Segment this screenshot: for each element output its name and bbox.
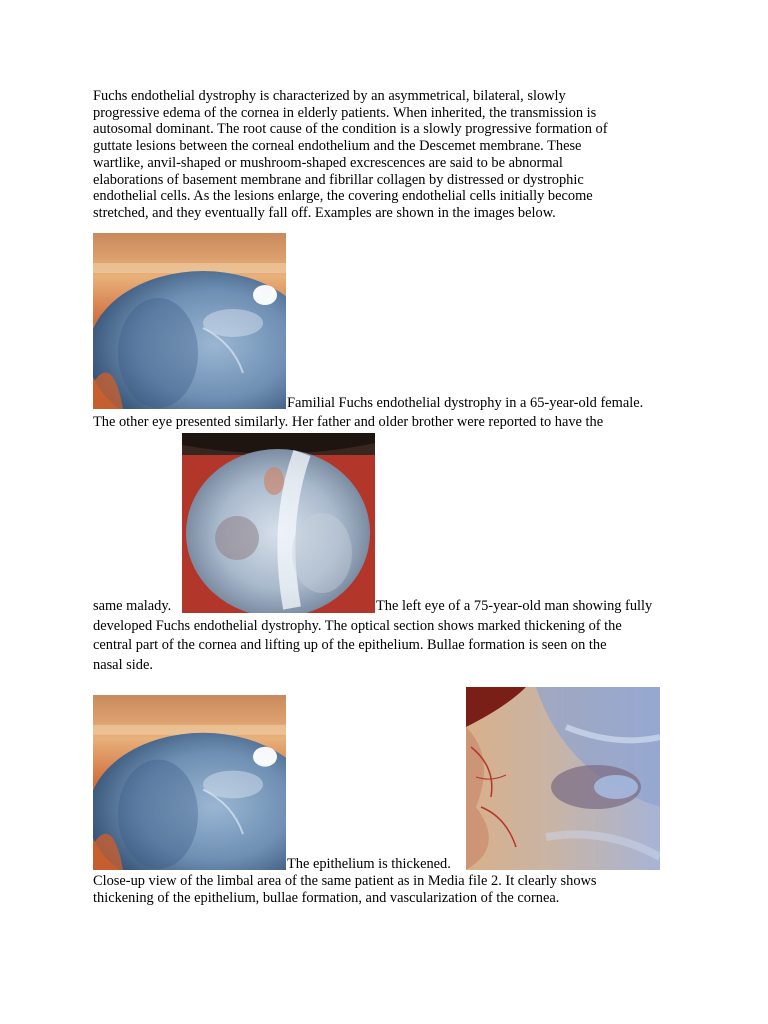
caption-1-line-1: Familial Fuchs endothelial dystrophy in a 65-year-old female. — [287, 395, 644, 411]
eye-photo-4 — [466, 687, 660, 870]
caption-1-line-3: same malady. — [93, 598, 172, 614]
caption-2-line-3: central part of the cornea and lifting up of the epithelium. Bullae formation is seen on the — [93, 637, 607, 653]
eye-photo-1 — [93, 233, 286, 409]
caption-2-line-1: The left eye of a 75-year-old man showing fully — [376, 598, 653, 614]
intro-line: autosomal dominant. The root cause of the condition is a slowly progressive formation of — [93, 121, 608, 138]
caption-2-line-2: developed Fuchs endothelial dystrophy. The optical section shows marked thickening of the — [93, 618, 622, 634]
eye-photo-3 — [93, 695, 286, 870]
intro-line: elaborations of basement membrane and fibrillar collagen by distressed or dystrophic — [93, 171, 584, 188]
intro-paragraph — [93, 88, 673, 222]
caption-4-line-1: Close-up view of the limbal area of the same patient as in Media file 2. It clearly shows — [93, 873, 597, 889]
caption-2-line-4: nasal side. — [93, 657, 153, 673]
caption-4-line-2: thickening of the epithelium, bullae formation, and vascularization of the cornea. — [93, 890, 560, 906]
intro-line: progressive edema of the cornea in elderly patients. When inherited, the transmission is — [93, 104, 597, 121]
intro-line: endothelial cells. As the lesions enlarge, the covering endothelial cells initially become — [93, 188, 593, 205]
eye-photo-2 — [182, 433, 375, 613]
caption-1-line-2: The other eye presented similarly. Her father and older brother were reported to have the — [93, 414, 604, 430]
intro-line: Fuchs endothelial dystrophy is characterized by an asymmetrical, bilateral, slowly — [93, 88, 566, 104]
intro-line: wartlike, anvil-shaped or mushroom-shaped excrescences are said to be abnormal — [93, 154, 563, 171]
caption-3: The epithelium is thickened. — [287, 856, 451, 872]
intro-line: stretched, and they eventually fall off. Examples are shown in the images below. — [93, 204, 556, 221]
intro-line: guttate lesions between the corneal endothelium and the Descemet membrane. These — [93, 138, 582, 155]
